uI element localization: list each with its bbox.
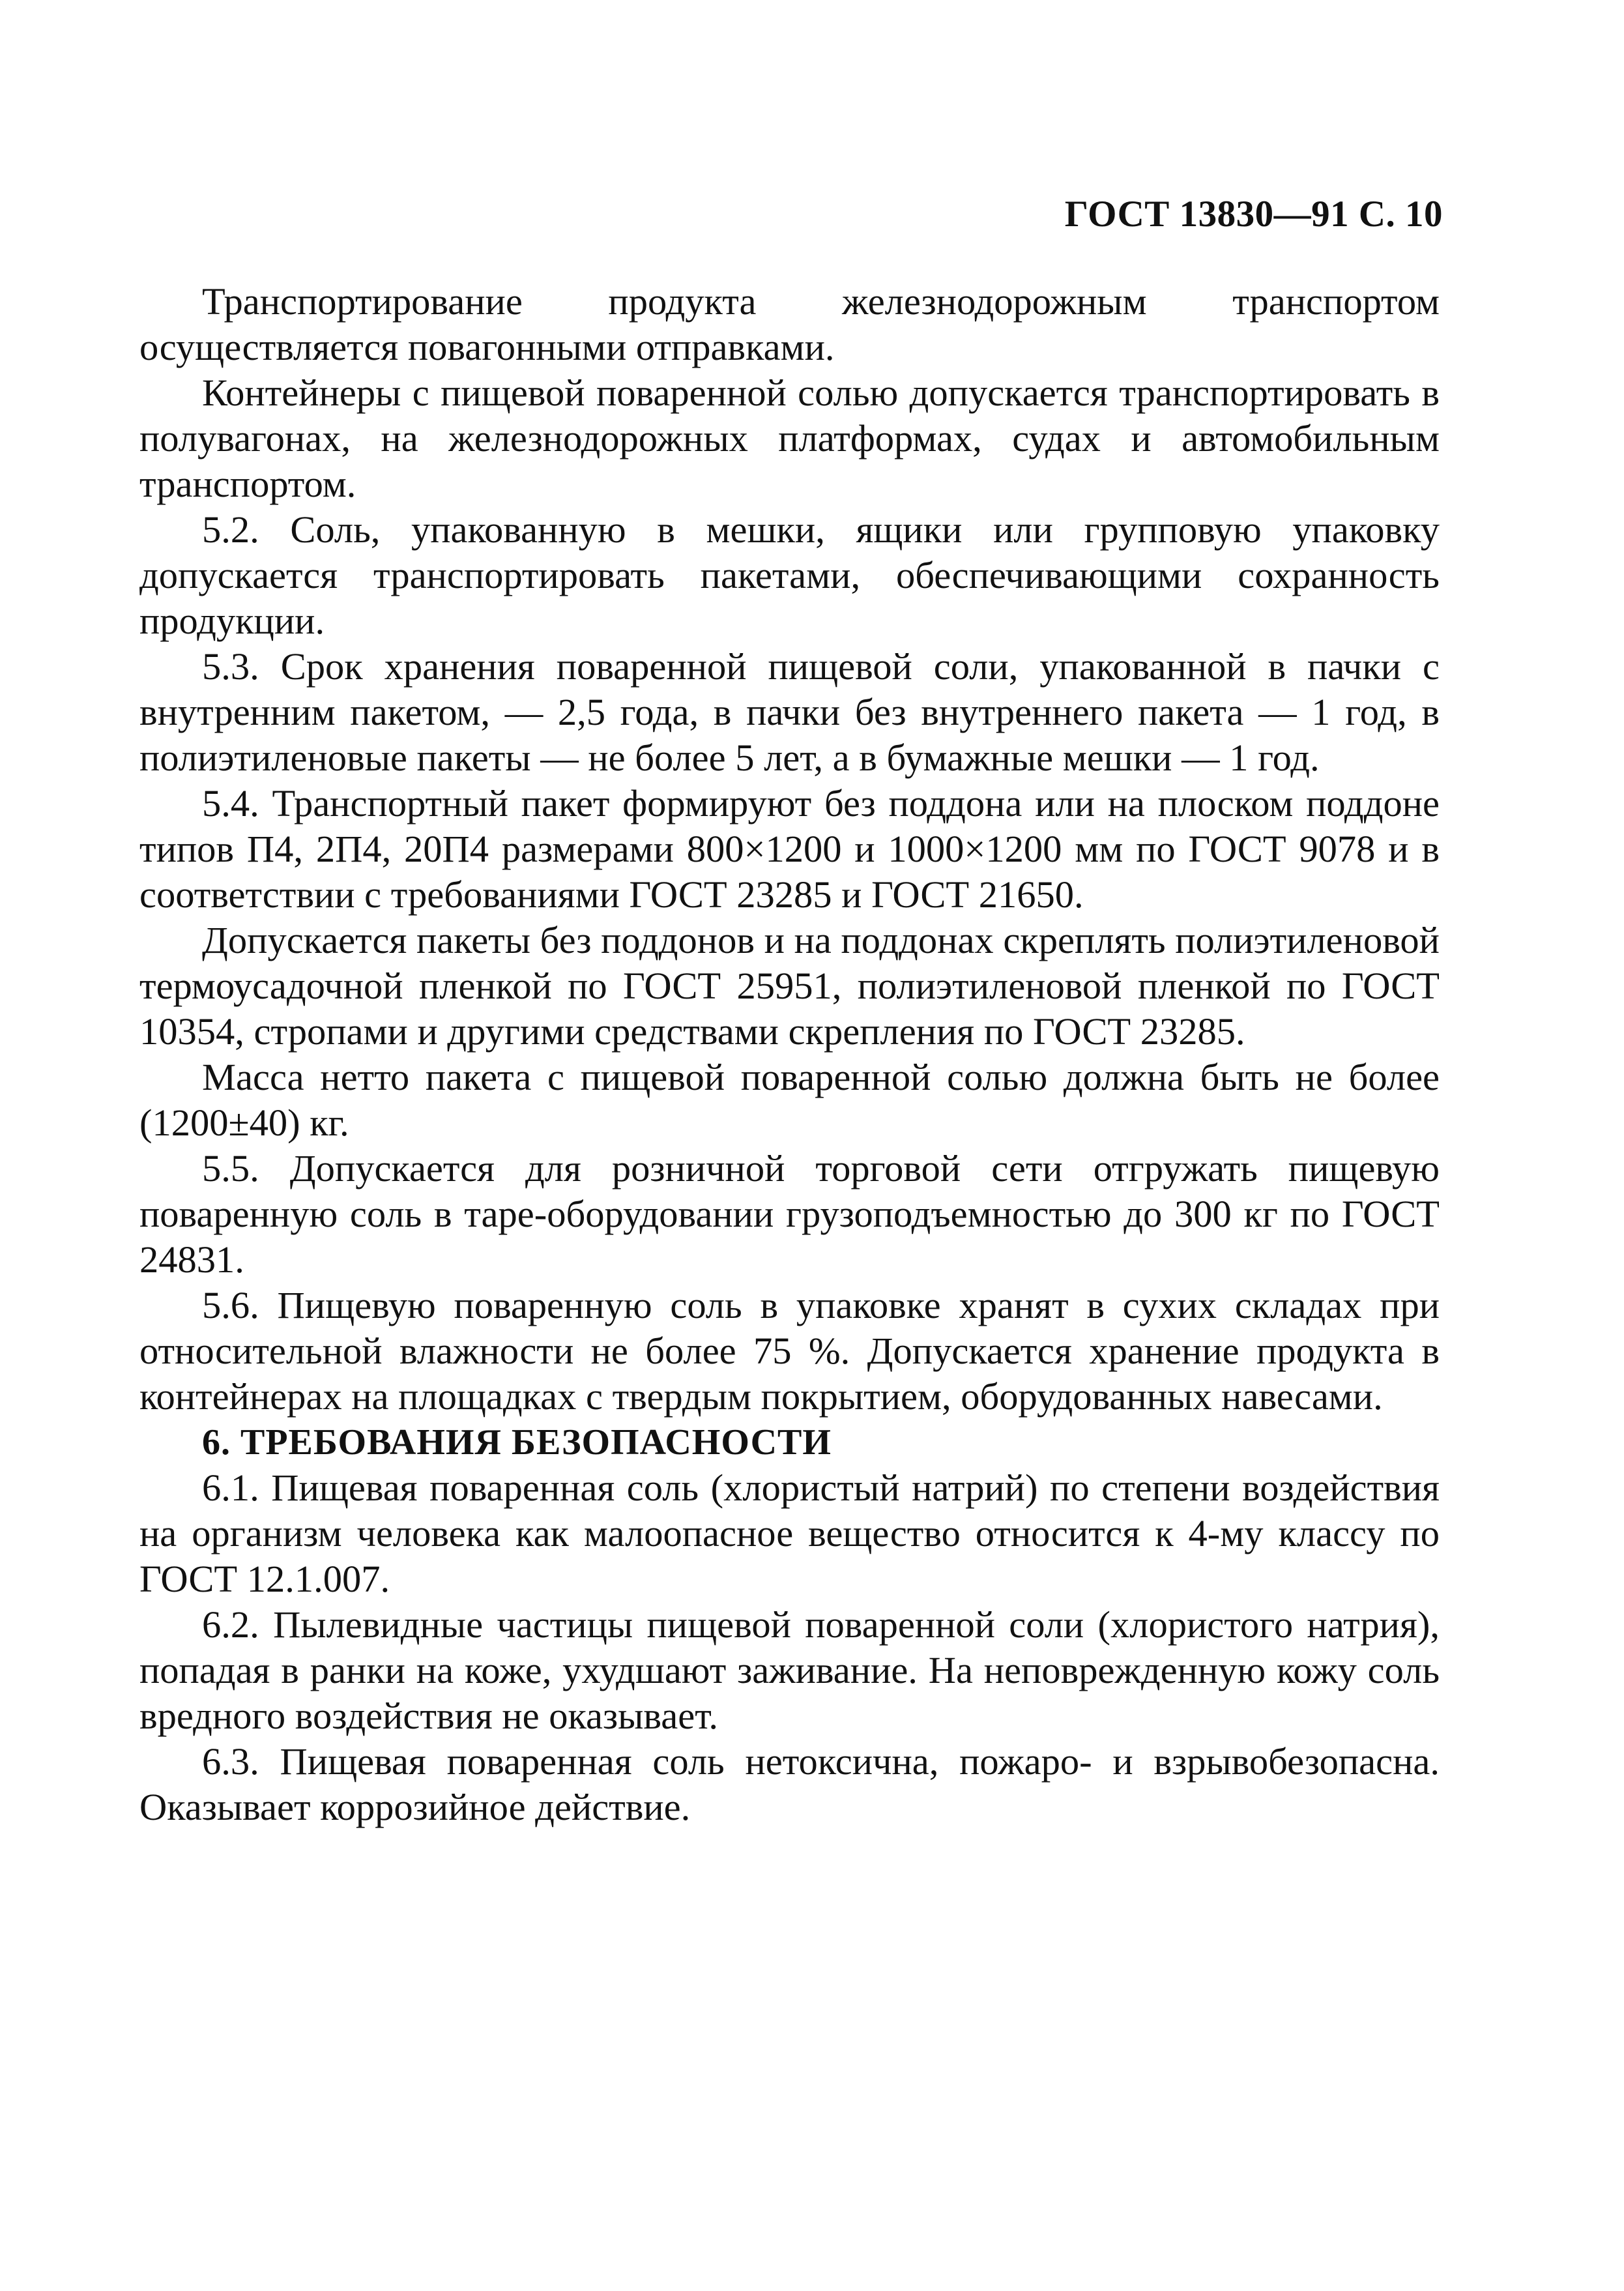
paragraph-6-2: 6.2. Пылевидные частицы пищевой поваренной соли (хлористого натрия), попадая в ранки на коже, ухудшают заживание. На неповрежденную кожу соль вредного воздействия не оказывает. xyxy=(139,1603,1440,1737)
paragraph-5-2: 5.2. Соль, упакованную в мешки, ящики или групповую упаковку допускается транспортировать пакетами, обеспечивающими сохранность продукции. xyxy=(139,508,1440,642)
paragraph-6-1: 6.1. Пищевая поваренная соль (хлористый натрий) по степени воздействия на организм человека как малоопасное вещество относится к 4-му классу по ГОСТ 12.1.007. xyxy=(139,1467,1440,1600)
paragraph-5-6: 5.6. Пищевую поваренную соль в упаковке хранят в сухих складах при относительной влажности не более 75 %. Допускается хранение продукта в контейнерах на площадках с твердым покрытием, оборудованных навесами. xyxy=(139,1284,1440,1418)
paragraph-transport-rail: Транспортирование продукта железнодорожным транспортом осуществляется повагонными отправками. xyxy=(139,280,1440,368)
paragraph-5-5: 5.5. Допускается для розничной торговой сети отгружать пищевую поваренную соль в таре-оборудовании грузоподъемностью до 300 кг по ГОСТ 24831. xyxy=(139,1147,1440,1281)
document-body xyxy=(139,279,1440,1830)
page-header: ГОСТ 13830—91 С. 10 xyxy=(1064,194,1443,235)
paragraph-5-3: 5.3. Срок хранения поваренной пищевой соли, упакованной в пачки с внутренним пакетом, — 2,5 года, в пачки без внутреннего пакета — 1 год, в полиэтиленовые пакеты — не более 5 лет, а в бумажные мешки — 1 год. xyxy=(139,645,1440,779)
paragraph-pallet-fastening: Допускается пакеты без поддонов и на поддонах скреплять полиэтиленовой термоусадочной пленкой по ГОСТ 25951, полиэтиленовой пленкой по ГОСТ 10354, стропами и другими средствами скрепления по ГОСТ 23285. xyxy=(139,919,1440,1053)
paragraph-5-4: 5.4. Транспортный пакет формируют без поддона или на плоском поддоне типов П4, 2П4, 20П4 размерами 800×1200 и 1000×1200 мм по ГОСТ 9078 и в соответствии с требованиями ГОСТ 23285 и ГОСТ 21650. xyxy=(139,782,1440,916)
section-title-safety: 6. ТРЕБОВАНИЯ БЕЗОПАСНОСТИ xyxy=(202,1422,832,1463)
paragraph-containers: Контейнеры с пищевой поваренной солью допускается транспортировать в полувагонах, на железнодорожных платформах, судах и автомобильным транспортом. xyxy=(139,372,1440,505)
paragraph-net-mass: Масса нетто пакета с пищевой поваренной солью должна быть не более (1200±40) кг. xyxy=(139,1056,1440,1144)
paragraph-6-3: 6.3. Пищевая поваренная соль нетоксична, пожаро- и взрывобезопасна. Оказывает коррозийное действие. xyxy=(139,1740,1440,1828)
